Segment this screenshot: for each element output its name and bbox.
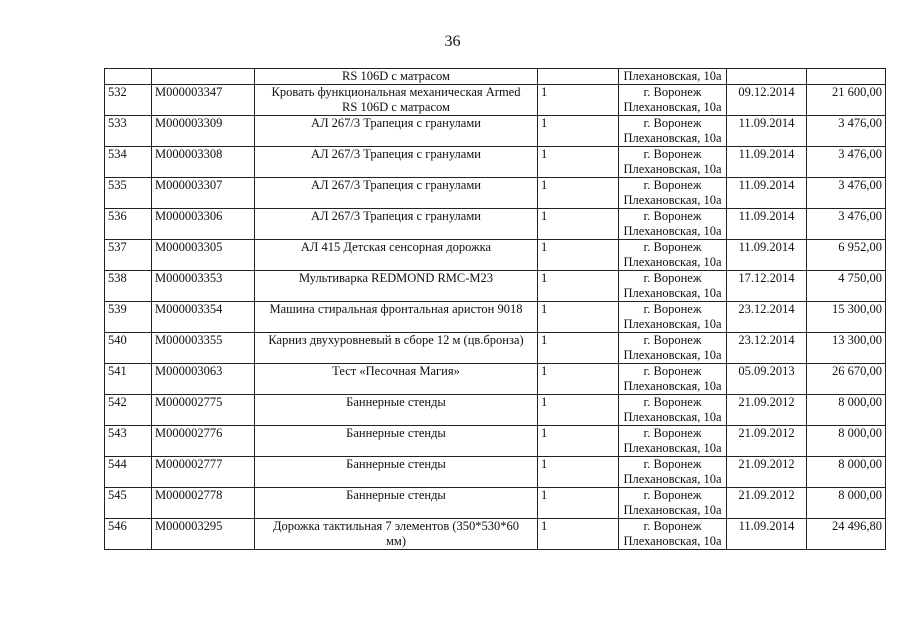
item-cost xyxy=(807,69,886,85)
address-street: Плехановская, 10а xyxy=(623,503,722,517)
item-cost: 26 670,00 xyxy=(807,364,886,395)
item-address xyxy=(619,333,727,364)
address-street: Плехановская, 10а xyxy=(623,534,722,548)
item-name-line-1: АЛ 267/3 Трапеция с гранулами xyxy=(311,209,481,223)
address-street: Плехановская, 10а xyxy=(623,100,722,114)
item-name xyxy=(255,240,538,271)
address-street: Плехановская, 10а xyxy=(623,317,722,331)
item-quantity: 1 xyxy=(538,395,619,426)
table-row xyxy=(105,147,886,178)
address-street: Плехановская, 10а xyxy=(623,255,722,269)
row-number: 536 xyxy=(105,209,152,240)
address-street: Плехановская, 10а xyxy=(623,224,722,238)
item-code: М000003354 xyxy=(152,302,255,333)
row-number: 538 xyxy=(105,271,152,302)
table-row xyxy=(105,240,886,271)
row-number: 543 xyxy=(105,426,152,457)
item-quantity: 1 xyxy=(538,488,619,519)
item-quantity: 1 xyxy=(538,333,619,364)
item-address xyxy=(619,271,727,302)
item-cost: 21 600,00 xyxy=(807,85,886,116)
address-city: г. Воронеж xyxy=(643,426,702,440)
table-row xyxy=(105,519,886,550)
item-name xyxy=(255,178,538,209)
item-address xyxy=(619,519,727,550)
item-cost: 8 000,00 xyxy=(807,457,886,488)
item-cost: 3 476,00 xyxy=(807,147,886,178)
item-date: 23.12.2014 xyxy=(727,333,807,364)
table-row xyxy=(105,178,886,209)
item-cost: 8 000,00 xyxy=(807,488,886,519)
address-street: Плехановская, 10а xyxy=(623,348,722,362)
address-city: г. Воронеж xyxy=(643,395,702,409)
address-street: Плехановская, 10а xyxy=(623,379,722,393)
inventory-table xyxy=(104,68,886,550)
address-city: г. Воронеж xyxy=(643,457,702,471)
item-cost: 3 476,00 xyxy=(807,209,886,240)
row-number: 533 xyxy=(105,116,152,147)
item-date: 21.09.2012 xyxy=(727,457,807,488)
address-city: г. Воронеж xyxy=(643,488,702,502)
item-date: 21.09.2012 xyxy=(727,395,807,426)
item-date: 11.09.2014 xyxy=(727,116,807,147)
item-cost: 24 496,80 xyxy=(807,519,886,550)
item-quantity xyxy=(538,69,619,85)
item-code: М000003295 xyxy=(152,519,255,550)
address-city: г. Воронеж xyxy=(643,519,702,533)
item-name-line-1: Тест «Песочная Магия» xyxy=(332,364,460,378)
row-number: 541 xyxy=(105,364,152,395)
row-number: 534 xyxy=(105,147,152,178)
item-name xyxy=(255,488,538,519)
item-name xyxy=(255,457,538,488)
table-row xyxy=(105,364,886,395)
item-address xyxy=(619,488,727,519)
item-date: 05.09.2013 xyxy=(727,364,807,395)
item-cost: 3 476,00 xyxy=(807,178,886,209)
item-date: 21.09.2012 xyxy=(727,426,807,457)
item-name xyxy=(255,364,538,395)
item-name-line-1: Баннерные стенды xyxy=(346,488,446,502)
item-quantity: 1 xyxy=(538,240,619,271)
item-code: М000002775 xyxy=(152,395,255,426)
address-street: Плехановская, 10а xyxy=(623,286,722,300)
item-name xyxy=(255,147,538,178)
item-quantity: 1 xyxy=(538,457,619,488)
item-date: 21.09.2012 xyxy=(727,488,807,519)
item-name-line-1: АЛ 415 Детская сенсорная дорожка xyxy=(300,240,492,254)
table-row xyxy=(105,426,886,457)
item-quantity: 1 xyxy=(538,271,619,302)
item-address xyxy=(619,302,727,333)
item-name-line-1: Кровать функциональная механическая Armed xyxy=(271,85,521,99)
item-name-line-1: Карниз двухуровневый в сборе 12 м (цв.бронза) xyxy=(268,333,524,347)
table-row xyxy=(105,69,886,85)
item-name-line-1: АЛ 267/3 Трапеция с гранулами xyxy=(311,147,481,161)
item-name-line-1: Баннерные стенды xyxy=(346,457,446,471)
address-city: г. Воронеж xyxy=(643,302,702,316)
item-cost: 4 750,00 xyxy=(807,271,886,302)
item-date xyxy=(727,69,807,85)
row-number: 540 xyxy=(105,333,152,364)
item-date: 09.12.2014 xyxy=(727,85,807,116)
table-row xyxy=(105,488,886,519)
address-street: Плехановская, 10а xyxy=(623,410,722,424)
item-quantity: 1 xyxy=(538,209,619,240)
item-code: М000002777 xyxy=(152,457,255,488)
item-code: М000003305 xyxy=(152,240,255,271)
item-cost: 13 300,00 xyxy=(807,333,886,364)
item-name: RS 106D с матрасом xyxy=(255,69,538,85)
item-cost: 15 300,00 xyxy=(807,302,886,333)
address-street: Плехановская, 10а xyxy=(623,472,722,486)
item-code xyxy=(152,69,255,85)
item-name-line-1: АЛ 267/3 Трапеция с гранулами xyxy=(311,116,481,130)
item-cost: 3 476,00 xyxy=(807,116,886,147)
table-body xyxy=(105,69,886,550)
row-number: 539 xyxy=(105,302,152,333)
item-code: М000003306 xyxy=(152,209,255,240)
address-street: Плехановская, 10а xyxy=(623,441,722,455)
item-name xyxy=(255,85,538,116)
item-quantity: 1 xyxy=(538,302,619,333)
item-address xyxy=(619,85,727,116)
item-name-line-2: RS 106D с матрасом xyxy=(342,100,450,114)
item-name-line-1: Машина стиральная фронтальная аристон 9018 xyxy=(269,302,523,316)
item-cost: 8 000,00 xyxy=(807,395,886,426)
row-number xyxy=(105,69,152,85)
address-street: Плехановская, 10а xyxy=(623,193,722,207)
item-address xyxy=(619,147,727,178)
address-street: Плехановская, 10а xyxy=(623,162,722,176)
address-city: г. Воронеж xyxy=(643,178,702,192)
page-number: 36 xyxy=(444,33,461,50)
item-cost: 6 952,00 xyxy=(807,240,886,271)
address-city: г. Воронеж xyxy=(643,240,702,254)
item-name xyxy=(255,271,538,302)
item-name-line-2: мм) xyxy=(386,534,406,548)
table-row xyxy=(105,333,886,364)
address-street: Плехановская, 10а xyxy=(623,131,722,145)
item-quantity: 1 xyxy=(538,426,619,457)
item-address xyxy=(619,364,727,395)
row-number: 532 xyxy=(105,85,152,116)
item-code: М000002778 xyxy=(152,488,255,519)
item-name-line-1: АЛ 267/3 Трапеция с гранулами xyxy=(311,178,481,192)
item-quantity: 1 xyxy=(538,116,619,147)
item-date: 11.09.2014 xyxy=(727,147,807,178)
item-code: М000003353 xyxy=(152,271,255,302)
row-number: 537 xyxy=(105,240,152,271)
item-date: 11.09.2014 xyxy=(727,519,807,550)
row-number: 544 xyxy=(105,457,152,488)
row-number: 546 xyxy=(105,519,152,550)
address-city: г. Воронеж xyxy=(643,333,702,347)
item-quantity: 1 xyxy=(538,364,619,395)
item-code: М000003355 xyxy=(152,333,255,364)
address-city: г. Воронеж xyxy=(643,85,702,99)
item-address xyxy=(619,209,727,240)
table-row xyxy=(105,457,886,488)
address-city: г. Воронеж xyxy=(643,116,702,130)
table-row xyxy=(105,209,886,240)
item-date: 11.09.2014 xyxy=(727,209,807,240)
item-name xyxy=(255,426,538,457)
item-name-line-1: Дорожка тактильная 7 элементов (350*530*60 xyxy=(272,519,520,533)
address-city: г. Воронеж xyxy=(643,147,702,161)
item-address xyxy=(619,457,727,488)
item-code: М000003347 xyxy=(152,85,255,116)
item-address xyxy=(619,178,727,209)
address-city: г. Воронеж xyxy=(643,364,702,378)
item-code: М000003063 xyxy=(152,364,255,395)
item-name-line-1: Баннерные стенды xyxy=(346,426,446,440)
table-row xyxy=(105,395,886,426)
item-date: 11.09.2014 xyxy=(727,240,807,271)
table-row xyxy=(105,85,886,116)
row-number: 542 xyxy=(105,395,152,426)
item-code: М000002776 xyxy=(152,426,255,457)
item-quantity: 1 xyxy=(538,519,619,550)
row-number: 545 xyxy=(105,488,152,519)
table-row xyxy=(105,271,886,302)
item-name xyxy=(255,302,538,333)
item-address xyxy=(619,395,727,426)
item-address: Плехановская, 10а xyxy=(619,69,727,85)
item-name-line-1: Мультиварка REDMOND RMC-M23 xyxy=(298,271,494,285)
item-quantity: 1 xyxy=(538,147,619,178)
item-name-line-1: Баннерные стенды xyxy=(346,395,446,409)
item-address xyxy=(619,426,727,457)
table-row xyxy=(105,116,886,147)
item-name xyxy=(255,116,538,147)
item-address xyxy=(619,116,727,147)
item-code: М000003307 xyxy=(152,178,255,209)
item-name xyxy=(255,519,538,550)
item-name xyxy=(255,333,538,364)
row-number: 535 xyxy=(105,178,152,209)
address-city: г. Воронеж xyxy=(643,209,702,223)
item-code: М000003308 xyxy=(152,147,255,178)
item-cost: 8 000,00 xyxy=(807,426,886,457)
address-city: г. Воронеж xyxy=(643,271,702,285)
item-code: М000003309 xyxy=(152,116,255,147)
item-quantity: 1 xyxy=(538,178,619,209)
item-name xyxy=(255,395,538,426)
item-date: 17.12.2014 xyxy=(727,271,807,302)
table-row xyxy=(105,302,886,333)
item-name xyxy=(255,209,538,240)
item-quantity: 1 xyxy=(538,85,619,116)
item-date: 11.09.2014 xyxy=(727,178,807,209)
item-address xyxy=(619,240,727,271)
item-date: 23.12.2014 xyxy=(727,302,807,333)
